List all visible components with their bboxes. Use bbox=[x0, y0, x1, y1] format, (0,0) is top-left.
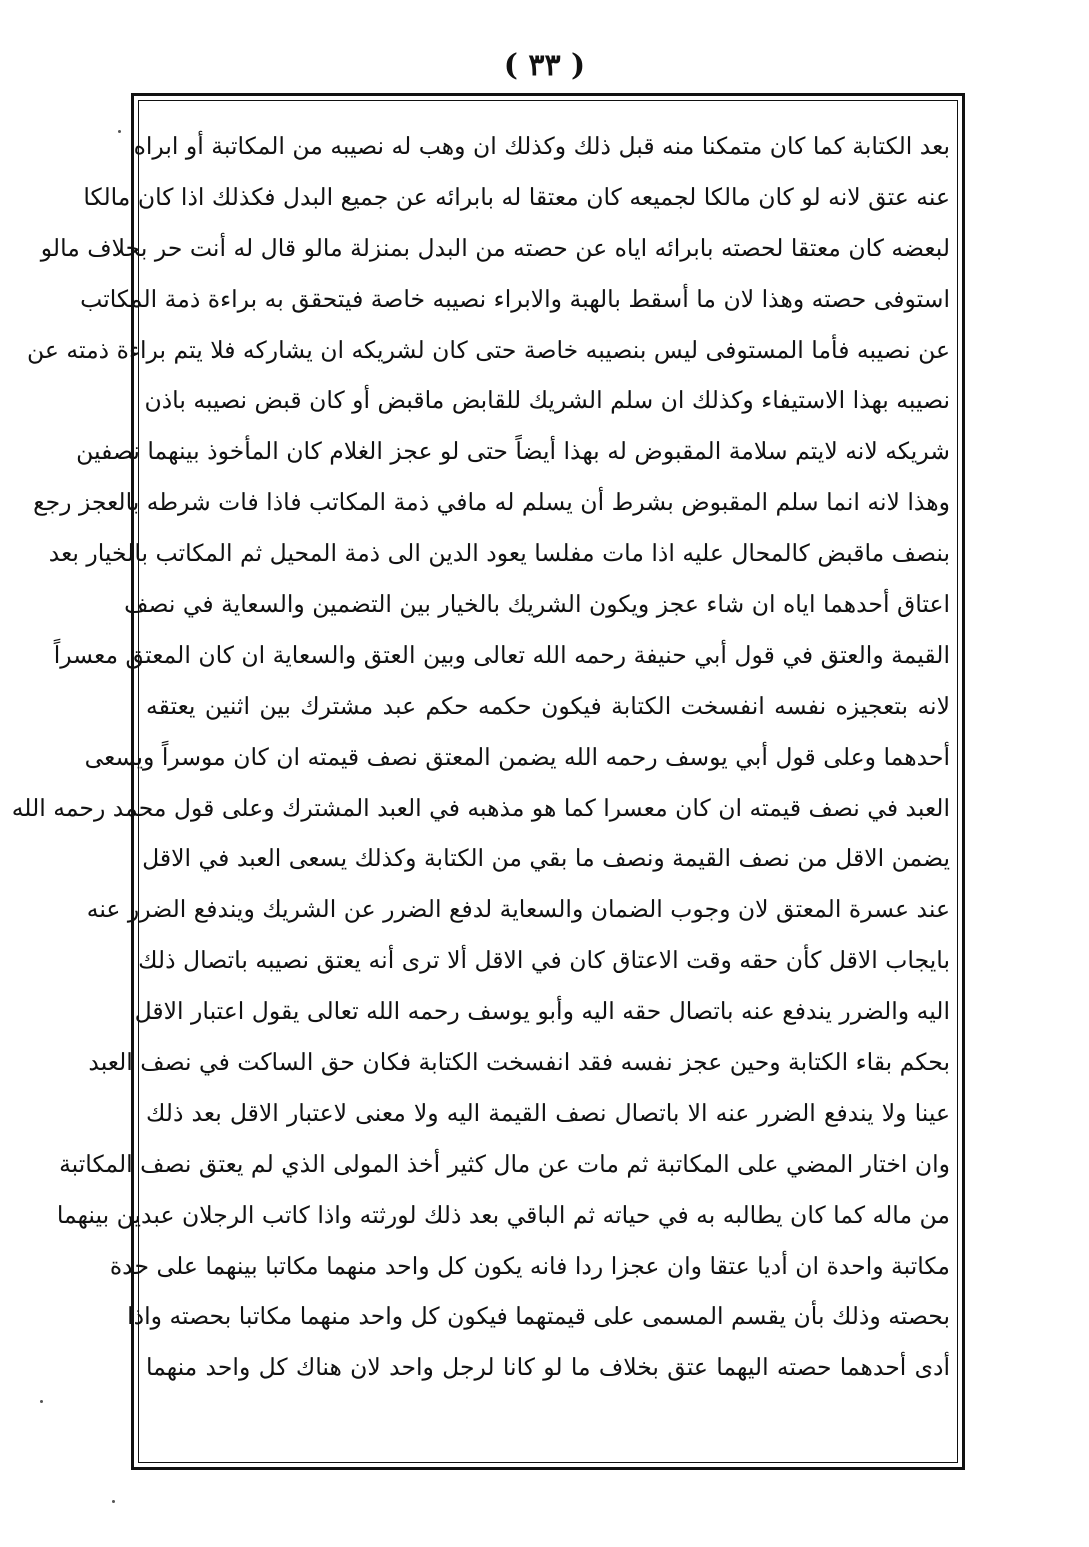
text-line-2: عنه عتق لانه لو كان مالكا لجميعه كان معتقا له بابرائه عن جميع البدل فكذلك اذا كان مالكا bbox=[83, 182, 950, 211]
text-line-22: من ماله كما كان يطالبه به في حياته ثم الباقي بعد ذلك لورثته واذا كاتب الرجلان عبدين بينهما bbox=[56, 1200, 950, 1229]
text-line-16: عند عسرة المعتق لان وجوب الضمان والسعاية لدفع الضرر عن الشريك ويندفع الضرر عنه bbox=[86, 895, 950, 924]
text-line-18: اليه والضرر يندفع عنه باتصال حقه اليه وأبو يوسف رحمه الله تعالى يقول اعتبار الاقل bbox=[134, 997, 950, 1026]
text-line-17: بايجاب الاقل كأن حقه وقت الاعتاق كان في الاقل ألا ترى أنه يعتق نصيبه باتصال ذلك bbox=[138, 946, 950, 975]
text-line-9: بنصف ماقبض كالمحال عليه اذا مات مفلسا يعود الدين الى ذمة المحيل ثم المكاتب بالخيار بعد bbox=[48, 539, 950, 568]
text-line-21: وان اختار المضي على المكاتبة ثم مات عن مال كثير أخذ المولى الذي لم يعتق نصف المكاتبة bbox=[59, 1149, 950, 1178]
text-line-13: أحدهما وعلى قول أبي يوسف رحمه الله يضمن المعتق نصف قيمته ان كان موسراً ويسعى bbox=[84, 742, 950, 771]
text-line-5: عن نصيبه فأما المستوفى ليس بنصيبه خاصة حتى كان لشريكه ان يشاركه فلا يتم براءة ذمته عن bbox=[27, 335, 950, 364]
text-line-20: عينا ولا يندفع الضرر عنه الا باتصال نصف القيمة اليه ولا معنى لاعتبار الاقل بعد ذلك bbox=[146, 1098, 950, 1127]
text-line-1: بعد الكتابة كما كان متمكنا منه قبل ذلك وكذلك ان وهب له نصيبه من المكاتبة أو ابراه bbox=[133, 132, 950, 160]
body-text bbox=[11, 121, 950, 1393]
text-line-23: مكاتبة واحدة ان أديا عتقا وان عجزا ردا فانه يكون كل واحد منهما مكاتبا بينهما على حدة bbox=[109, 1251, 950, 1280]
scan-speck bbox=[40, 1400, 43, 1403]
text-line-3: لبعضه كان معتقا لحصته بابرائه اياه عن حصته من البدل بمنزلة مالو قال له أنت حر بخلاف مالو bbox=[40, 233, 950, 262]
text-line-14: العبد في نصف قيمته ان كان معسرا كما هو مذهبه في العبد المشترك وعلى قول محمد رحمه الله bbox=[11, 793, 950, 822]
page-number: ( ٣٣ ) bbox=[503, 48, 586, 83]
text-line-19: بحكم بقاء الكتابة وحين عجز نفسه فقد انفسخت الكتابة فكان حق الساكت في نصف العبد bbox=[88, 1048, 950, 1077]
text-line-6: نصيبه بهذا الاستيفاء وكذلك ان سلم الشريك للقابض ماقبض أو كان قبض نصيبه باذن bbox=[144, 386, 950, 415]
text-line-15: يضمن الاقل من نصف القيمة ونصف ما بقي من الكتابة وكذلك يسعى العبد في الاقل bbox=[142, 844, 950, 873]
text-line-7: شريكه لانه لايتم سلامة المقبوض له بهذا أيضاً حتى لو عجز الغلام كان المأخوذ بينهما نصفين bbox=[76, 437, 950, 466]
scan-speck bbox=[112, 1500, 115, 1503]
text-line-25: أدى أحدهما حصته اليهما عتق بخلاف ما لو كانا لرجل واحد لان هناك كل واحد منهما bbox=[146, 1353, 950, 1382]
text-line-10: اعتاق أحدهما اياه ان شاء عجز ويكون الشريك بالخيار بين التضمين والسعاية في نصف bbox=[124, 590, 950, 619]
text-line-24: بحصته وذلك بأن يقسم المسمى على قيمتهما فيكون كل واحد منهما مكاتبا بحصته واذا bbox=[127, 1302, 950, 1331]
text-line-11: القيمة والعتق في قول أبي حنيفة رحمه الله تعالى وبين العتق والسعاية ان كان المعتق معسراً bbox=[53, 640, 950, 669]
scan-speck bbox=[118, 130, 121, 133]
text-line-8: وهذا لانه انما سلم المقبوض بشرط أن يسلم له مافي ذمة المكاتب فاذا فات شرطه بالعجز رجع bbox=[33, 488, 950, 517]
text-line-12: لانه بتعجيزه نفسه انفسخت الكتابة فيكون حكمه حكم عبد مشترك بين اثنين يعتقه bbox=[146, 691, 950, 720]
text-line-4: استوفى حصته وهذا لان ما أسقط بالهبة والابراء نصيبه خاصة فيتحقق به براءة ذمة المكاتب bbox=[80, 284, 950, 313]
